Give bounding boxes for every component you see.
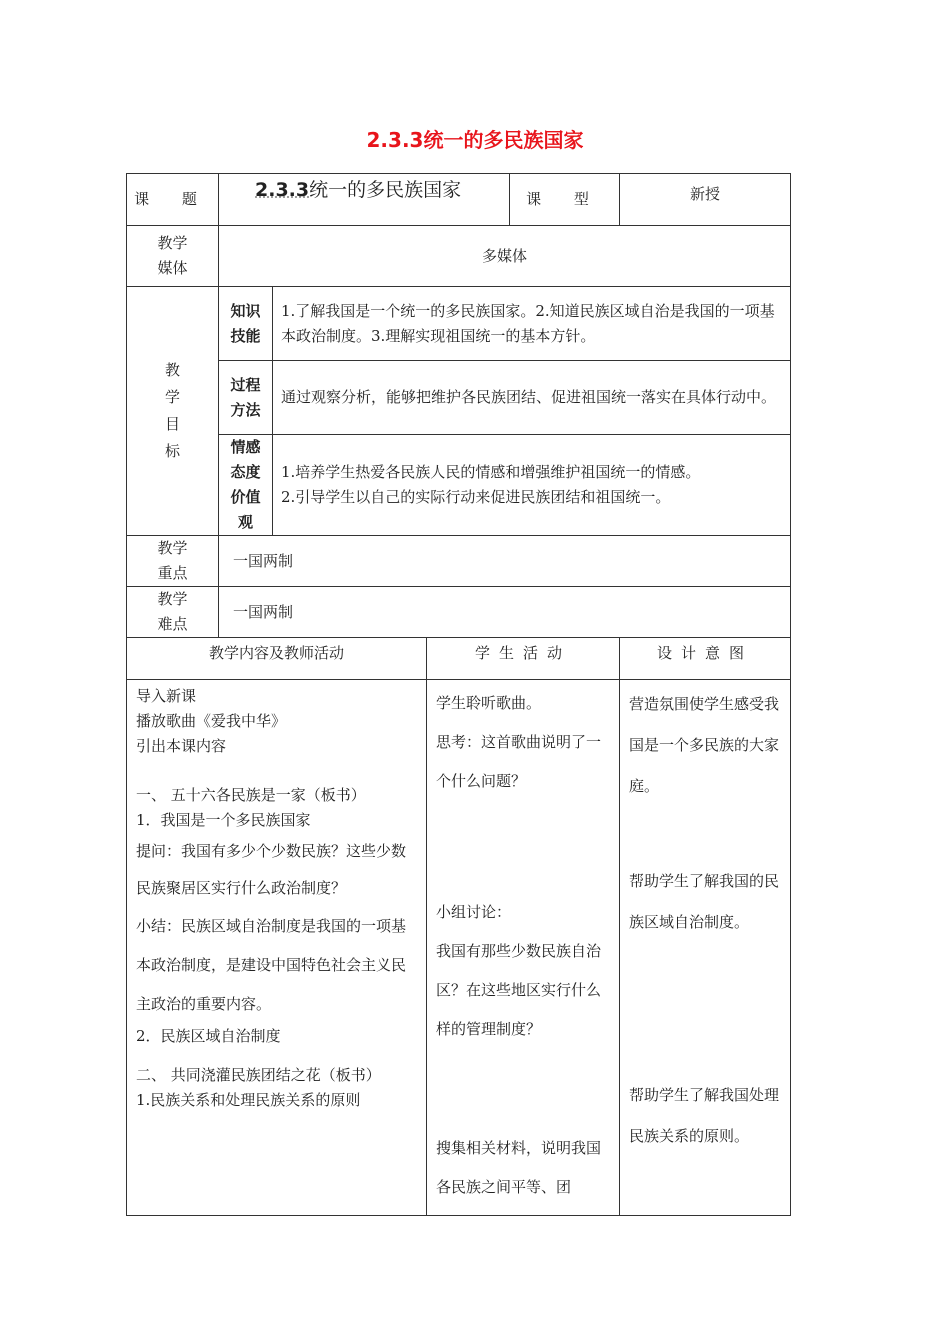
- student-line: 我国有那些少数民族自治区？在这些地区实行什么样的管理制度？: [436, 942, 602, 1038]
- design-spacer: [629, 943, 782, 1075]
- content-line: 1.民族关系和处理民族关系的原则: [136, 1091, 361, 1109]
- content-spacer: [136, 759, 418, 783]
- goal-emotion-line-2: 2.引导学生以自己的实际行动来促进民族团结和祖国统一。: [281, 488, 671, 506]
- content-line: 二、 共同浇灌民族团结之花（板书）: [136, 1066, 381, 1084]
- media-label: 教学媒体: [127, 226, 219, 287]
- goal-knowledge-text: 1.了解我国是一个统一的多民族国家。2.知道民族区域自治是我国的一项基本政治制度。3.理解实现祖国统一的基本方针。: [273, 287, 791, 361]
- student-line: 小组讨论：: [436, 903, 512, 921]
- goal-emotion-line-1: 1.培养学生热爱各民族人民的情感和增强维护祖国统一的情感。: [281, 463, 701, 481]
- content-line: 导入新课: [136, 687, 197, 705]
- content-line: 提问：我国有多少个少数民族？这些少数民族聚居区实行什么政治制度？: [136, 842, 407, 897]
- difficulty-label: 教学难点: [127, 587, 219, 638]
- document-title: 2.3.3统一的多民族国家: [366, 128, 584, 152]
- header-student: 学生活动: [427, 638, 620, 680]
- key-label: 教学重点: [127, 536, 219, 587]
- content-line: 一、 五十六各民族是一家（板书）: [136, 786, 366, 804]
- goals-label: 教学目标: [127, 287, 219, 536]
- student-line: 学生聆听歌曲。: [436, 694, 542, 712]
- content-line: 小结：民族区域自治制度是我国的一项基本政治制度，是建设中国特色社会主义民主政治的重要内容。: [136, 917, 407, 1013]
- topic-number: 2.3.3: [255, 179, 310, 201]
- goal-emotion-text: [273, 435, 791, 536]
- lesson-plan-table: [126, 173, 791, 1216]
- student-spacer: [436, 1049, 611, 1129]
- key-value: 一国两制: [219, 536, 791, 587]
- content-column: [127, 680, 427, 1216]
- content-spacer: [136, 1049, 418, 1063]
- goal-process-text: 通过观察分析，能够把维护各民族团结、促进祖国统一落实在具体行动中。: [273, 361, 791, 435]
- content-line: 播放歌曲《爱我中华》: [136, 712, 287, 730]
- header-content: 教学内容及教师活动: [127, 638, 427, 680]
- content-line: 1．我国是一个多民族国家: [136, 811, 311, 829]
- design-line: 帮助学生了解我国的民族区域自治制度。: [629, 872, 780, 931]
- goal-process-label: 过程方法: [219, 361, 273, 435]
- header-design: 设计意图: [620, 638, 791, 680]
- student-column: [427, 680, 620, 1216]
- difficulty-value: 一国两制: [219, 587, 791, 638]
- design-line: 营造氛围使学生感受我国是一个多民族的大家庭。: [629, 695, 780, 795]
- topic-label: 课 题: [127, 174, 219, 226]
- content-line: 2．民族区域自治制度: [136, 1027, 281, 1045]
- student-line: 思考：这首歌曲说明了一个什么问题？: [436, 733, 602, 790]
- topic-value: [219, 174, 510, 226]
- design-line: 帮助学生了解我国处理民族关系的原则。: [629, 1086, 780, 1145]
- topic-text: 统一的多民族国家: [309, 179, 462, 201]
- student-spacer: [436, 801, 611, 893]
- student-line: 搜集相关材料，说明我国各民族之间平等、团: [436, 1139, 602, 1196]
- design-column: [620, 680, 791, 1216]
- goal-knowledge-label: 知识技能: [219, 287, 273, 361]
- media-value: 多媒体: [219, 226, 791, 287]
- type-label: 课 型: [510, 174, 620, 226]
- design-spacer: [629, 807, 782, 861]
- goal-emotion-label: 情感态度价值观: [219, 435, 273, 536]
- type-value: 新授: [620, 174, 791, 226]
- content-line: 引出本课内容: [136, 737, 227, 755]
